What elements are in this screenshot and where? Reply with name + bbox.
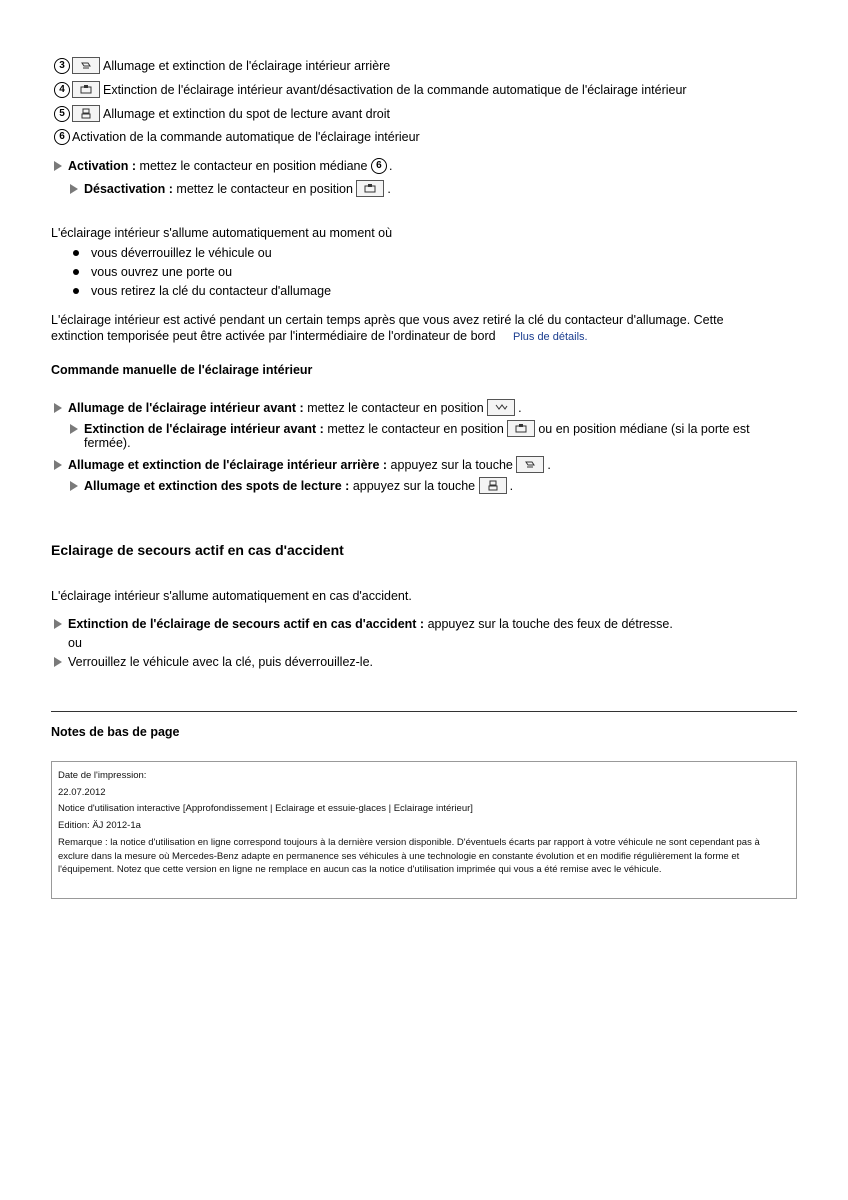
rear-light-icon [516,456,544,473]
step-text: appuyez sur la touche [390,457,513,472]
list-item-text: vous ouvrez une porte ou [91,265,233,279]
print-date-label: Date de l'impression: [58,770,147,781]
step-label: Allumage et extinction des spots de lecture : [84,478,350,493]
punctuation: . [387,181,391,196]
deactivation-step [70,180,391,197]
step-arrow-icon [54,657,62,667]
details-link[interactable]: Plus de détails. [512,331,588,343]
list-item [73,246,272,260]
rear-step [54,456,551,473]
step-text-continuation: fermée). [84,436,131,450]
callout-number: 6 [54,129,70,145]
step-text: appuyez sur la touche des feux de détresse. [427,617,673,631]
legend-text: Allumage et extinction de l'éclairage intérieur arrière [103,58,391,73]
front-light-icon [487,399,515,416]
step-text: Verrouillez le véhicule avec la clé, puis déverrouillez-le. [68,655,374,669]
step-label: Extinction de l'éclairage intérieur avant : [84,421,324,436]
delay-text-line2 [51,329,588,343]
footnote-box [51,761,797,899]
step-text-tail: ou en position médiane (si la porte est [538,421,750,436]
reading-spot-icon [72,105,100,122]
legend-item-6 [54,129,420,145]
emergency-off-step [54,617,673,631]
list-item [73,284,331,298]
step-arrow-icon [54,460,62,470]
step-arrow-icon [54,619,62,629]
step-arrow-icon [70,424,78,434]
legend-text: Allumage et extinction du spot de lecture avant droit [103,106,390,121]
legend-text: Activation de la commande automatique de l'éclairage intérieur [72,130,420,144]
legend-item-4 [54,81,687,98]
divider [51,711,797,712]
edition: Edition: ÄJ 2012-1a [58,820,141,831]
delay-text: extinction temporisée peut être activée par l'intermédiaire de l'ordinateur de bord [51,329,496,343]
list-item-text: vous déverrouillez le véhicule ou [91,246,272,260]
legend-item-3 [54,57,390,74]
spots-step [70,477,513,494]
bullet-icon [73,269,79,275]
punctuation: . [518,400,522,415]
callout-number: 6 [371,158,387,174]
activation-label: Activation : [68,159,137,173]
manual-heading: Commande manuelle de l'éclairage intérieur [51,363,313,377]
activation-text: mettez le contacteur en position médiane [139,159,368,173]
bullet-icon [73,288,79,294]
step-arrow-icon [54,403,62,413]
legend-text: Extinction de l'éclairage intérieur avant/désactivation de la commande automatique de l'éclairage intérieur [103,82,687,97]
door-light-icon [356,180,384,197]
punctuation: . [388,159,393,173]
punctuation: . [509,478,514,493]
step-label: Allumage et extinction de l'éclairage intérieur arrière : [68,457,388,472]
list-item-text: vous retirez la clé du contacteur d'allumage [91,284,332,298]
front-on-step [54,399,522,416]
callout-number: 4 [54,82,70,98]
callout-number: 5 [54,106,70,122]
step-label: Extinction de l'éclairage de secours actif en cas d'accident : [68,617,425,631]
emergency-heading: Eclairage de secours actif en cas d'accident [51,542,344,558]
activation-step [54,158,392,174]
step-arrow-icon [54,161,62,171]
list-item [73,265,232,279]
step-arrow-icon [70,481,78,491]
lock-step [54,655,373,669]
rear-light-icon [72,57,100,74]
deactivation-text: mettez le contacteur en position [176,181,353,196]
door-light-icon [507,420,535,437]
deactivation-label: Désactivation : [84,181,173,196]
footnotes-heading: Notes de bas de page [51,725,180,739]
reading-spot-icon [479,477,507,494]
emergency-intro: L'éclairage intérieur s'allume automatiquement en cas d'accident. [51,589,412,603]
callout-number: 3 [54,58,70,74]
bullet-icon [73,250,79,256]
auto-intro: L'éclairage intérieur s'allume automatiquement au moment où [51,226,393,240]
notice-title: Notice d'utilisation interactive [Approfondissement | Eclairage et essuie-glaces | Eclairage intérieur] [58,803,473,814]
remark: Remarque : la notice d'utilisation en ligne correspond toujours à la dernière version disponible. D'éventuels écarts par rapport à votre véhicule ne sont cependant pas à exclure dans la mesure où Mercedes-Benz adapte en permanence ses véhicules à une technologie en constante évolution et en modifie régulièrement la forme et l'équipement. Notez que cette version en ligne ne remplace en aucun cas la notice d'utilisation imprimée qui vous a été remise avec le véhicule. [58,837,760,875]
print-date: 22.07.2012 [58,787,106,798]
step-text: mettez le contacteur en position [327,421,504,436]
step-arrow-icon [70,184,78,194]
door-light-icon [72,81,100,98]
legend-item-5 [54,105,390,122]
front-off-step [70,420,750,437]
step-text: mettez le contacteur en position [307,400,484,415]
punctuation: . [547,457,551,472]
step-text: appuyez sur la touche [352,478,476,493]
or-text: ou [68,636,82,650]
delay-text-line1: L'éclairage intérieur est activé pendant un certain temps après que vous avez retiré la clé du contacteur d'allumage. Cette [51,313,724,327]
step-label: Allumage de l'éclairage intérieur avant : [68,400,304,415]
